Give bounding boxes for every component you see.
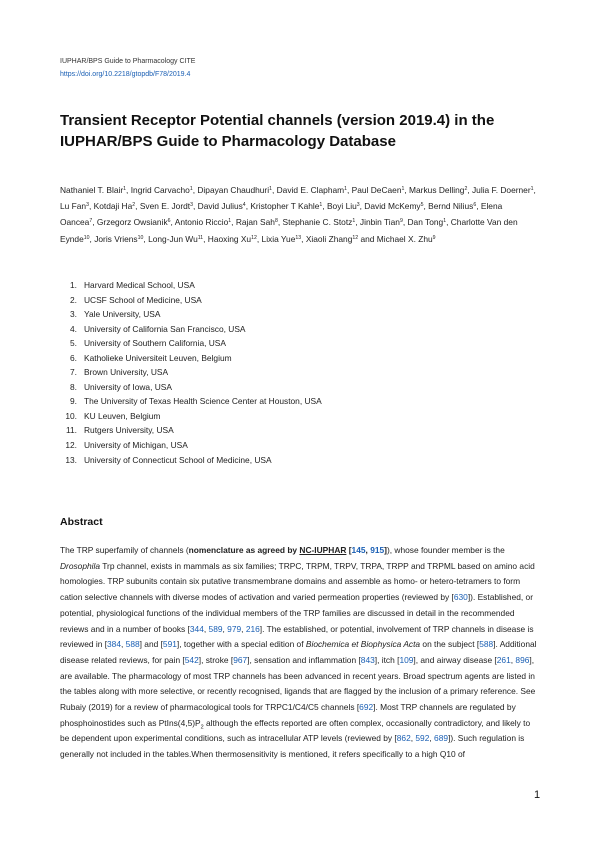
ref-link[interactable]: 692 xyxy=(359,702,374,713)
author-name: David McKemy xyxy=(364,201,421,212)
ref-link[interactable]: 979 xyxy=(227,623,242,634)
doi-link[interactable]: https://doi.org/10.2218/gtopdb/F78/2019.4 xyxy=(60,71,191,78)
ref-link[interactable]: 915 xyxy=(370,545,385,555)
author-affiliation-mark: 5 xyxy=(420,202,424,209)
ref-link[interactable]: 896 xyxy=(515,654,530,665)
author-name: Boyi Liu xyxy=(326,201,357,212)
author-name: Elena Oancea xyxy=(60,201,503,228)
author-name: Dipayan Chaudhuri xyxy=(197,185,270,195)
author-affiliation-mark: 1 xyxy=(269,186,272,192)
ref-link[interactable]: 589 xyxy=(208,623,223,634)
affiliation-number: 4. xyxy=(70,323,77,334)
author-affiliation-mark: 6 xyxy=(473,202,477,209)
ref-link[interactable]: 344 xyxy=(189,623,204,634)
author-name: Sven E. Jordt xyxy=(139,201,191,212)
page-title: Transient Receptor Potential channels (version 2019.4) in the IUPHAR/BPS Guide to Pharmacology Database xyxy=(60,112,495,150)
affiliation-number: 9. xyxy=(70,396,77,407)
affiliation-name: Rutgers University, USA xyxy=(84,425,174,436)
author-affiliation-mark: 10 xyxy=(83,234,90,241)
affiliation-number: 6. xyxy=(70,352,77,363)
affiliation-name: University of California San Francisco, USA xyxy=(84,323,246,334)
author-name: David E. Clapham xyxy=(276,185,345,195)
affiliation-number: 7. xyxy=(70,367,77,378)
ref-link[interactable]: 588 xyxy=(479,639,494,650)
author-name: Markus Delling xyxy=(409,185,465,195)
ref-link[interactable]: 862 xyxy=(396,733,411,744)
ref-link[interactable]: 542 xyxy=(184,654,199,665)
ref-link[interactable]: 109 xyxy=(399,654,414,665)
nc-iuphar-link[interactable]: NC-IUPHAR xyxy=(299,545,347,555)
affiliation-number: 2. xyxy=(70,294,77,305)
subscript: 2 xyxy=(200,724,204,731)
author-name: Nathaniel T. Blair xyxy=(60,185,124,195)
author-affiliation-mark: 8 xyxy=(274,218,278,225)
affiliation-item xyxy=(60,394,322,409)
affiliation-item xyxy=(60,438,322,453)
species-name: Drosophila xyxy=(60,560,101,571)
abstract-heading: Abstract xyxy=(60,516,103,528)
ref-link[interactable]: 588 xyxy=(125,639,140,650)
abstract-text: The TRP superfamily of channels (nomenclature as agreed by NC-IUPHAR [145, 915]), whose founder member is the Drosophila Trp channel, exists in mammals as six families; TRPC, TRPM, TRPV, TRPA, TRPP and TRPML based on amino acid homologies. TRP subunits contain six putative transmembrane domains and assemble as homo- or hetero-tetramers to form cation selective channels with diverse modes of activation and varied permeation properties (reviewed by [630]). Established, or potential, physiological functions of the individual members of the TRP families are discussed in detail in the recommended reviews and in a number of books [344, 589, 979, 216]. The established, or potential, involvement of TRP channels in disease is reviewed in [384, 588] and [591], together with a special edition of Biochemica et Biophysica Acta on the subject [588]. Additional disease related reviews, for pain [542], stroke [967], sensation and inflammation [843], itch [109], and airway disease [261, 896], are available. The pharmacology of most TRP channels has been advanced in recent years. Broad spectrum agents are listed in the tables along with more selective, or recently recognised, ligands that are flagged by the inclusion of a primary reference. See Rubaiy (2019) for a review of pharmacological tools for TRPC1/C4/C5 channels [692]. Most TRP channels are regulated by phosphoinostides such as $PtIns(4,5)P_2$ although the effects reported are often complex, occasionally contradictory, and likely to be dependent upon experimental conditions, such as intracellular ATP levels (reviewed by [862, 592, 689]). Such regulation is generally not included in the tables.When thermosensitivity is mentioned, it refers specifically to a high Q10 of xyxy=(60,545,537,760)
author-name: Long-Jun Wu xyxy=(148,233,198,244)
author-affiliation-mark: 1 xyxy=(344,186,348,192)
author-name: Charlotte Van den Eynde xyxy=(60,217,518,244)
author-name: Ingrid Carvacho xyxy=(130,185,190,195)
author-affiliation-mark: 1 xyxy=(401,186,405,192)
author-name: Jinbin Tian xyxy=(359,217,400,228)
ref-link[interactable]: 689 xyxy=(434,733,449,744)
author-name: Lixia Yue xyxy=(261,233,296,244)
author-affiliation-mark: 1 xyxy=(123,186,127,192)
author-affiliation-mark: 11 xyxy=(197,234,204,241)
affiliation-item xyxy=(60,278,322,293)
affiliation-number: 8. xyxy=(70,381,77,392)
author-affiliation-mark: 3 xyxy=(190,202,193,209)
author-name: Kotdaji Ha xyxy=(93,201,133,212)
affiliation-number: 3. xyxy=(70,309,77,320)
author-name: Bernd Nilius xyxy=(428,201,474,212)
affiliation-name: University of Michigan, USA xyxy=(84,440,188,451)
author-affiliation-mark: 9 xyxy=(399,218,403,225)
affiliation-item xyxy=(60,453,322,468)
ref-link[interactable]: 592 xyxy=(415,733,430,744)
author-affiliation-mark: 7 xyxy=(89,218,93,225)
affiliation-item xyxy=(60,380,322,395)
affiliation-name: The University of Texas Health Science Center at Houston, USA xyxy=(84,396,322,407)
affiliation-name: Harvard Medical School, USA xyxy=(84,280,195,290)
page-number: 1 xyxy=(534,789,541,801)
ref-link[interactable]: 967 xyxy=(233,654,248,665)
author-list: Nathaniel T. Blair$^1$, Ingrid Carvacho$^1$, Dipayan Chaudhuri$^1$, David E. Clapham$^1$, Paul DeCaen$^1$, Markus Delling$^2$, Julia F. Doerner$^1$, Lu Fan$^3$, Kotdaji Ha$^2$, Sven E. Jordt$^3$, David Julius$^4$, Kristopher T Kahle$^1$, Boyi Liu$^3$, David McKemy$^5$, Bernd Nilius$^6$, Elena Oancea$^7$, Grzegorz Owsianik$^6$, Antonio Riccio$^1$, Rajan Sah$^8$, Stephanie C. Stotz$^1$, Jinbin Tian$^9$, Dan Tong$^1$, Charlotte Van den Eynde$^{10}$, Joris Vriens$^{10}$, Long-Jun Wu$^{11}$, Haoxing Xu$^{12}$, Lixia Yue$^{13}$, Xiaoli Zhang$^{12}$ and Michael X. Zhu$^9$ xyxy=(60,185,536,244)
journal-name: Biochemica et Biophysica Acta xyxy=(305,639,421,650)
author-affiliation-mark: 1 xyxy=(189,186,193,192)
author-affiliation-mark: 6 xyxy=(167,218,171,225)
author-affiliation-mark: 1 xyxy=(352,218,356,225)
author-name: Kristopher T Kahle xyxy=(250,201,320,212)
author-name: Julia F. Doerner xyxy=(471,185,531,195)
author-name: Michael X. Zhu xyxy=(376,233,433,244)
author-name: Dan Tong xyxy=(407,217,444,228)
ref-link[interactable]: 630 xyxy=(453,592,468,603)
author-name: Grzegorz Owsianik xyxy=(96,217,168,228)
author-name: Xiaoli Zhang xyxy=(305,233,353,244)
affiliation-number: 10. xyxy=(65,410,77,421)
affiliation-item xyxy=(60,351,322,366)
affiliation-item xyxy=(60,336,322,351)
affiliation-number: 12. xyxy=(65,440,77,451)
ref-link[interactable]: 591 xyxy=(162,639,177,650)
author-affiliation-mark: 1 xyxy=(228,218,232,225)
author-affiliation-mark: 1 xyxy=(443,218,447,225)
affiliation-item xyxy=(60,423,322,438)
affiliation-number: 1. xyxy=(70,280,77,290)
affiliation-name: University of Southern California, USA xyxy=(84,338,226,349)
ref-link[interactable]: 216 xyxy=(245,623,260,634)
author-affiliation-mark: 2 xyxy=(132,202,136,209)
journal-header: IUPHAR/BPS Guide to Pharmacology CITE xyxy=(60,58,196,65)
author-affiliation-mark: 2 xyxy=(464,186,468,192)
author-affiliation-mark: 3 xyxy=(356,202,360,209)
ref-link[interactable]: 384 xyxy=(107,639,121,650)
affiliation-number: 11. xyxy=(65,425,77,436)
affiliation-name: University of Connecticut School of Medicine, USA xyxy=(84,454,272,465)
author-name: Lu Fan xyxy=(60,201,87,212)
author-affiliation-mark: 1 xyxy=(530,186,534,192)
author-affiliation-mark: 9 xyxy=(432,234,436,241)
author-affiliation-mark: 3 xyxy=(86,202,89,209)
author-affiliation-mark: 4 xyxy=(242,202,246,209)
author-name: Antonio Riccio xyxy=(174,217,229,228)
author-name: Rajan Sah xyxy=(235,217,275,228)
affiliation-item xyxy=(60,293,322,308)
author-name: David Julius xyxy=(197,201,243,212)
affiliation-name: Brown University, USA xyxy=(84,367,169,378)
affiliation-list xyxy=(60,278,322,467)
author-affiliation-mark: 1 xyxy=(319,202,323,209)
author-name: Haoxing Xu xyxy=(207,233,252,244)
affiliation-name: University of Iowa, USA xyxy=(84,381,172,392)
author-name: Paul DeCaen xyxy=(351,185,402,195)
ref-link[interactable]: 145 xyxy=(351,545,366,555)
author-affiliation-mark: 12 xyxy=(352,234,359,241)
author-affiliation-mark: 10 xyxy=(137,234,144,241)
affiliation-number: 5. xyxy=(70,338,77,349)
ref-link[interactable]: 843 xyxy=(360,654,375,665)
affiliation-name: Yale University, USA xyxy=(84,309,161,320)
affiliation-item xyxy=(60,322,322,337)
affiliation-name: UCSF School of Medicine, USA xyxy=(84,294,202,305)
affiliation-item xyxy=(60,409,322,424)
affiliation-name: KU Leuven, Belgium xyxy=(84,410,161,421)
author-name: Stephanie C. Stotz xyxy=(282,217,353,228)
author-name: Joris Vriens xyxy=(94,233,138,244)
affiliation-number: 13. xyxy=(65,454,77,465)
author-affiliation-mark: 13 xyxy=(295,234,302,241)
affiliation-item xyxy=(60,365,322,380)
affiliation-name: Katholieke Universiteit Leuven, Belgium xyxy=(84,352,232,363)
affiliation-item xyxy=(60,307,322,322)
author-affiliation-mark: 12 xyxy=(251,234,257,241)
ref-link[interactable]: 261 xyxy=(496,654,511,665)
nomenclature-note: nomenclature as agreed by NC-IUPHAR [145, 915] xyxy=(188,545,387,555)
